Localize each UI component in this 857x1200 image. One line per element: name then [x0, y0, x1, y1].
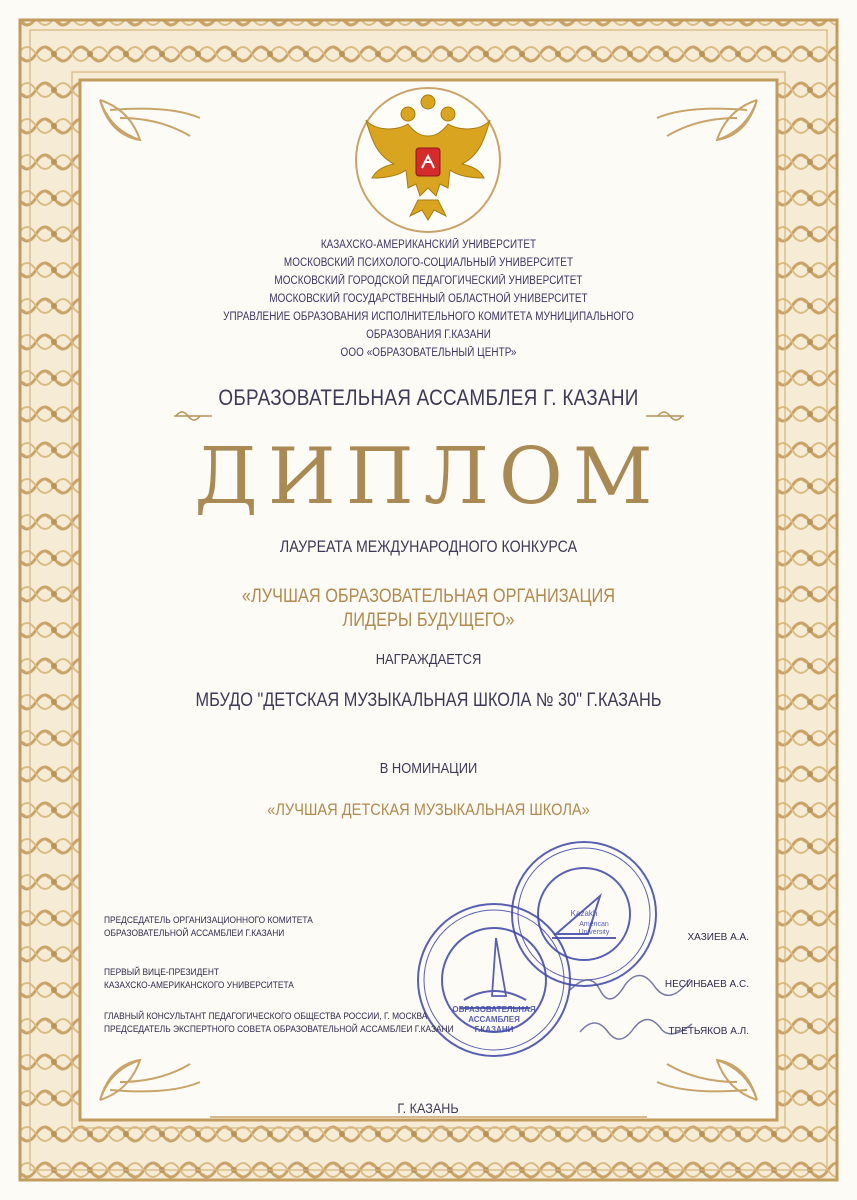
organizer-line: МОСКОВСКИЙ ГОСУДАРСТВЕННЫЙ ОБЛАСТНОЙ УНИВЕРСИТЕТ [269, 293, 588, 305]
organizer-line: МОСКОВСКИЙ ГОРОДСКОЙ ПЕДАГОГИЧЕСКИЙ УНИВЕРСИТЕТ [274, 275, 583, 287]
nomination-label: В НОМИНАЦИИ [379, 760, 478, 777]
organizer-line: КАЗАХСКО-АМЕРИКАНСКИЙ УНИВЕРСИТЕТ [320, 239, 537, 251]
organizer-line: ОБРАЗОВАНИЯ Г.КАЗАНИ [366, 329, 491, 341]
signatory-position-line: КАЗАХСКО-АМЕРИКАНСКОГО УНИВЕРСИТЕТА [104, 980, 294, 991]
signatory-1-name: ХАЗИЕВ А.А. [687, 932, 749, 943]
diploma-title: ДИПЛОМ [194, 432, 663, 522]
organizer-line: МОСКОВСКИЙ ПСИХОЛОГО-СОЦИАЛЬНЫЙ УНИВЕРСИТЕТ [283, 257, 574, 269]
svg-text:ОБРАЗОВАТЕЛЬНАЯ: ОБРАЗОВАТЕЛЬНАЯ [452, 1005, 536, 1014]
assembly-title: ОБРАЗОВАТЕЛЬНАЯ АССАМБЛЕЯ Г. КАЗАНИ [218, 385, 639, 410]
contest-name-line-1: «ЛУЧШАЯ ОБРАЗОВАТЕЛЬНАЯ ОРГАНИЗАЦИЯ [241, 586, 616, 607]
signatory-position-line: ГЛАВНЫЙ КОНСУЛЬТАНТ ПЕДАГОГИЧЕСКОГО ОБЩЕСТВА РОССИИ, Г. МОСКВА [104, 1011, 428, 1022]
svg-text:Kazakh: Kazakh [570, 909, 598, 918]
svg-text:Г.КАЗАНИ: Г.КАЗАНИ [474, 1025, 514, 1034]
svg-text:American: American [579, 921, 609, 928]
organizers-block [0, 236, 857, 362]
signatory-3-position [104, 1010, 454, 1036]
signatory-position-line: ПЕРВЫЙ ВИЦЕ-ПРЕЗИДЕНТ [104, 967, 220, 978]
signatory-position-line: ПРЕДСЕДАТЕЛЬ ЭКСПЕРТНОГО СОВЕТА ОБРАЗОВАТЕЛЬНОЙ АССАМБЛЕИ Г.КАЗАНИ [104, 1024, 454, 1035]
signature-scribbles [560, 950, 700, 1060]
nomination-name: «ЛУЧШАЯ ДЕТСКАЯ МУЗЫКАЛЬНАЯ ШКОЛА» [267, 800, 590, 819]
russian-coat-of-arms-icon [364, 92, 492, 224]
city-label: Г. КАЗАНЬ [374, 1100, 482, 1116]
awarded-label: НАГРАЖДАЕТСЯ [375, 651, 482, 668]
signatory-position-line: ПРЕДСЕДАТЕЛЬ ОРГАНИЗАЦИОННОГО КОМИТЕТА [104, 915, 313, 926]
signatory-2-position [104, 966, 294, 992]
svg-text:АССАМБЛЕЯ: АССАМБЛЕЯ [468, 1015, 520, 1024]
diploma-subtitle: ЛАУРЕАТА МЕЖДУНАРОДНОГО КОНКУРСА [279, 538, 578, 556]
contest-name-line-2: ЛИДЕРЫ БУДУЩЕГО» [342, 610, 515, 631]
recipient-name: МБУДО "ДЕТСКАЯ МУЗЫКАЛЬНАЯ ШКОЛА № 30" Г.КАЗАНЬ [195, 690, 662, 711]
signatory-1-position [104, 914, 313, 940]
organizer-line: ООО «ОБРАЗОВАТЕЛЬНЫЙ ЦЕНТР» [340, 347, 517, 359]
svg-text:University: University [578, 929, 610, 936]
signatory-2-name: НЕСИНБАЕВ А.С. [664, 979, 749, 990]
assembly-seal-icon [414, 900, 574, 1060]
signatory-position-line: ОБРАЗОВАТЕЛЬНОЙ АССАМБЛЕИ Г.КАЗАНИ [104, 928, 285, 939]
organizer-line: УПРАВЛЕНИЕ ОБРАЗОВАНИЯ ИСПОЛНИТЕЛЬНОГО КОМИТЕТА МУНИЦИПАЛЬНОГО [223, 311, 634, 323]
signatory-3-name: ТРЕТЬЯКОВ А.Л. [668, 1026, 749, 1037]
